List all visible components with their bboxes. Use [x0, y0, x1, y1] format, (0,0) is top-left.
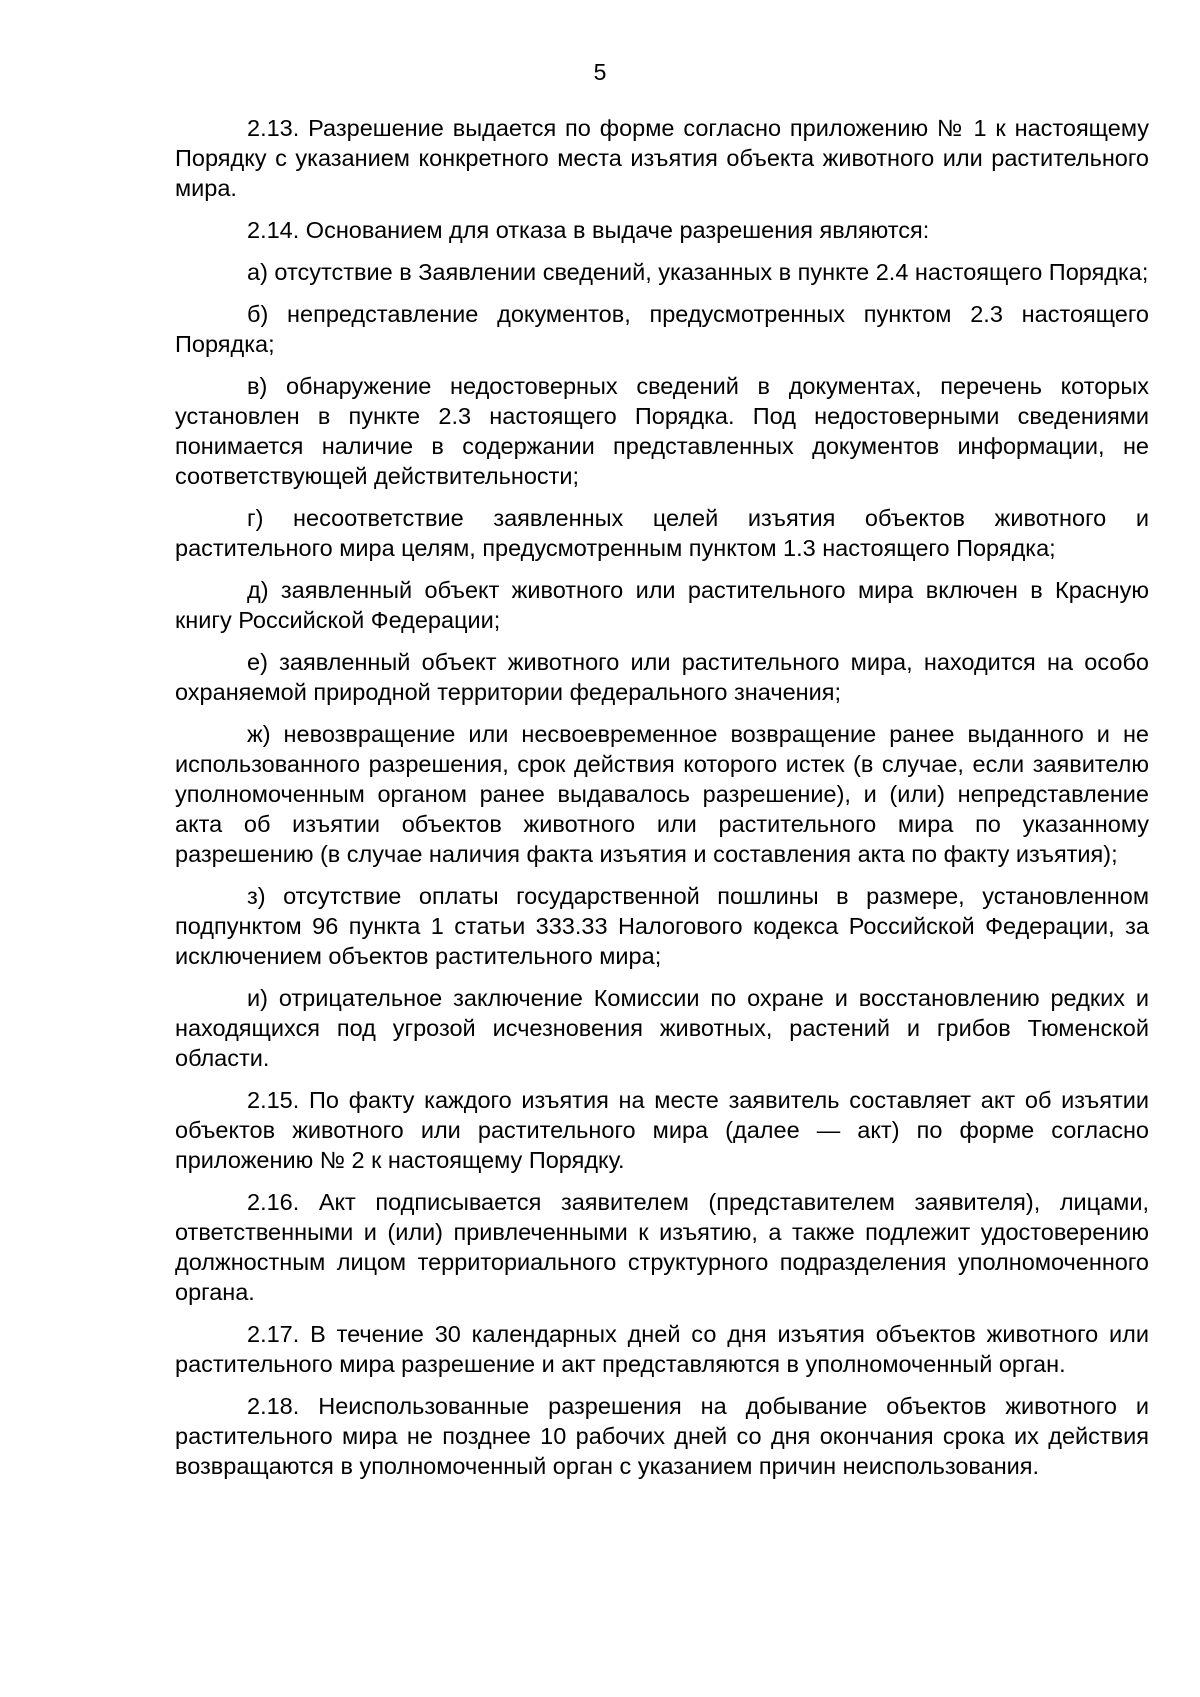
paragraph-2-18: 2.18. Неиспользованные разрешения на добывание объектов животного и растительного мира не позднее 10 рабочих дней со дня окончания срока их действия возвращаются в уполномоченный орган с указанием причин неиспользования.: [175, 1393, 1149, 1479]
list-item-b: б) непредставление документов, предусмотренных пунктом 2.3 настоящего Порядка;: [175, 301, 1149, 357]
paragraph-2-17: 2.17. В течение 30 календарных дней со дня изъятия объектов животного или растительного мира разрешение и акт представляются в уполномоченный орган.: [175, 1321, 1149, 1377]
paragraph-2-13: 2.13. Разрешение выдается по форме согласно приложению № 1 к настоящему Порядку с указанием конкретного места изъятия объекта животного или растительного мира.: [175, 115, 1149, 201]
paragraph-2-15: 2.15. По факту каждого изъятия на месте заявитель составляет акт об изъятии объектов животного или растительного мира (далее — акт) по форме согласно приложению № 2 к настоящему Порядку.: [175, 1087, 1149, 1173]
list-item-a: а) отсутствие в Заявлении сведений, указанных в пункте 2.4 настоящего Порядка;: [247, 259, 1149, 285]
list-item-d: д) заявленный объект животного или растительного мира включен в Красную книгу Российской Федерации;: [175, 577, 1149, 633]
list-item-zh: ж) невозвращение или несвоевременное возвращение ранее выданного и не использованного разрешения, срок действия которого истек (в случае, если заявителю уполномоченным органом ранее выдавалось разрешение), и (или) непредставление акта об изъятии объектов животного или растительного мира по указанному разрешению (в случае наличия факта изъятия и составления акта по факту изъятия);: [175, 721, 1149, 867]
list-item-v: в) обнаружение недостоверных сведений в документах, перечень которых установлен в пункте 2.3 настоящего Порядка. Под недостоверными сведениями понимается наличие в содержании представленных документов информации, не соответствующей действительности;: [175, 373, 1149, 489]
paragraph-2-16: 2.16. Акт подписывается заявителем (представителем заявителя), лицами, ответственными и (или) привлеченными к изъятию, а также подлежит удостоверению должностным лицом территориального структурного подразделения уполномоченного органа.: [175, 1189, 1149, 1305]
document-body: [175, 113, 1149, 1493]
page-number: 5: [593, 59, 607, 85]
list-item-i: и) отрицательное заключение Комиссии по охране и восстановлению редких и находящихся под угрозой исчезновения животных, растений и грибов Тюменской области.: [175, 985, 1149, 1071]
list-item-g: г) несоответствие заявленных целей изъятия объектов животного и растительного мира целям, предусмотренным пунктом 1.3 настоящего Порядка;: [175, 505, 1149, 561]
list-item-z: з) отсутствие оплаты государственной пошлины в размере, установленном подпунктом 96 пункта 1 статьи 333.33 Налогового кодекса Российской Федерации, за исключением объектов растительного мира;: [175, 883, 1149, 969]
list-item-e: е) заявленный объект животного или растительного мира, находится на особо охраняемой природной территории федерального значения;: [175, 649, 1149, 705]
paragraph-2-14: 2.14. Основанием для отказа в выдаче разрешения являются:: [247, 217, 930, 243]
